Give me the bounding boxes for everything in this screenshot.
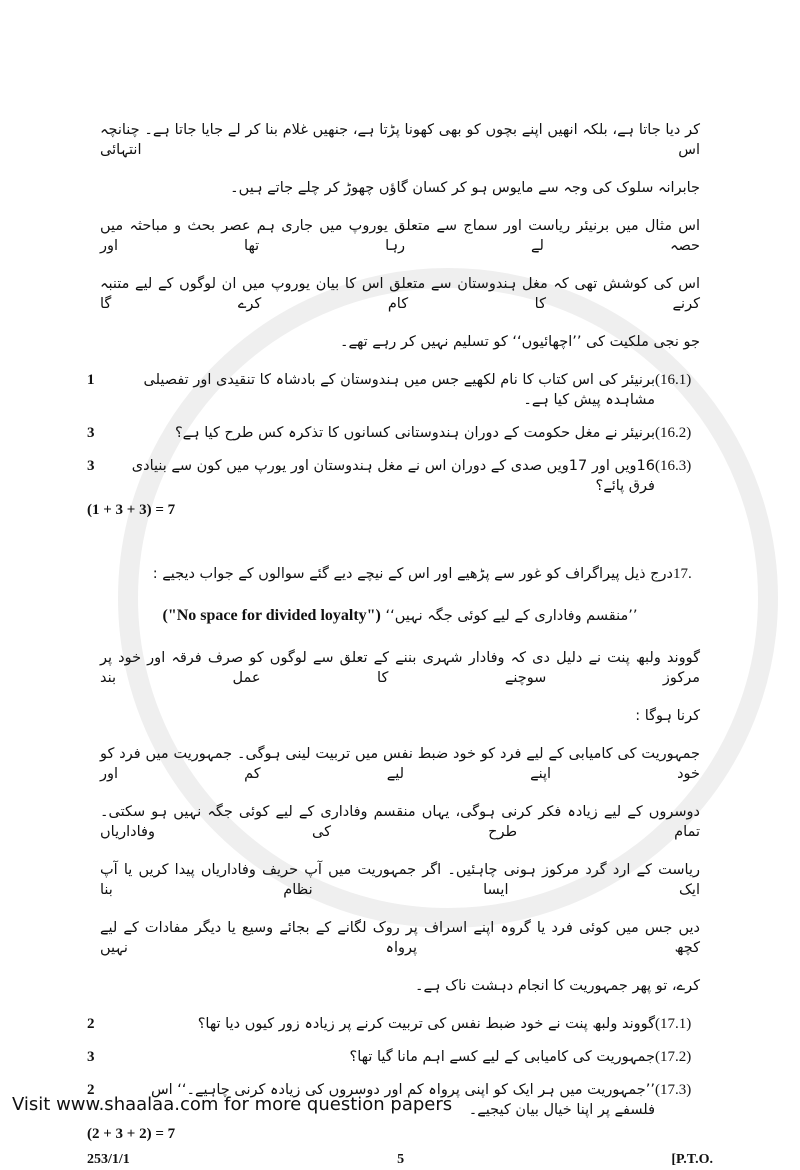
question-number: (17.3) xyxy=(655,1082,692,1098)
question-text: جمہوریت کی کامیابی کے لیے کسے اہم مانا گیا تھا؟ xyxy=(349,1049,655,1065)
question-marks: 3 xyxy=(87,425,95,441)
question-text: گووند ولبھ پنت نے خود ضبط نفس کی تربیت کرنے پر زیادہ زور کیوں دیا تھا؟ xyxy=(197,1016,655,1032)
question-row xyxy=(87,423,713,443)
question-marks: 2 xyxy=(87,1082,95,1098)
passage-title-urdu: ’’منقسم وفاداری کے لیے کوئی جگہ نہیں‘‘ xyxy=(385,608,638,624)
question-17-header xyxy=(87,564,713,584)
question-row xyxy=(87,1047,713,1067)
passage-line: جمہوریت کی کامیابی کے لیے فرد کو خود ضبط نفس میں تربیت لینی ہوگی۔ جمہوریت میں فرد کو خود اپنے لیے کم اور xyxy=(100,746,700,782)
page-footer xyxy=(87,1150,713,1170)
passage-line: کرنا ہوگا : xyxy=(635,708,700,724)
question-text: برنیئر نے مغل حکومت کے دوران ہندوستانی کسانوں کا تذکرہ کس طرح کیا ہے؟ xyxy=(174,425,655,441)
question-number: (17.2) xyxy=(655,1049,692,1065)
marks-total: (2 + 3 + 2) = 7 xyxy=(87,1126,176,1142)
question-marks: 3 xyxy=(87,1049,95,1065)
question-number: (16.3) xyxy=(655,458,692,474)
passage-line: اس مثال میں برنیئر ریاست اور سماج سے متعلق یوروپ میں جاری ہم عصر بحث و مباحثہ میں حصہ لے رہا تھا اور xyxy=(100,218,700,254)
pto-label: [P.T.O. xyxy=(671,1152,713,1167)
passage-line: جابرانہ سلوک کی وجہ سے مایوس ہو کر کسان گاؤں چھوڑ کر چلے جاتے ہیں۔ xyxy=(230,180,700,196)
question-number: (16.1) xyxy=(655,372,692,388)
passage-line: ریاست کے ارد گرد مرکوز ہونی چاہئیں۔ اگر جمہوریت میں آپ حریف وفاداریاں پیدا کریں یا آپ ایک ایسا نظام بنا xyxy=(100,862,700,898)
visit-banner: Visit www.shaalaa.com for more question papers xyxy=(12,1094,453,1115)
question-row xyxy=(87,370,713,410)
page-number: 5 xyxy=(397,1152,405,1167)
exam-page xyxy=(87,120,713,1170)
question-number: (16.2) xyxy=(655,425,692,441)
passage-title-english: ("No space for divided loyalty") xyxy=(162,607,381,624)
passage-line: کر دیا جاتا ہے، بلکہ انھیں اپنے بچوں کو بھی کھونا پڑتا ہے، جنھیں غلام بنا کر لے جایا جاتا ہے۔ چنانچہ اس انتہائی xyxy=(100,122,700,158)
question-number: (17.1) xyxy=(655,1016,692,1032)
question-text: برنیئر کی اس کتاب کا نام لکھیے جس میں ہندوستان کے بادشاہ کا تنقیدی اور تفصیلی مشاہدہ پیش کیا ہے۔ xyxy=(143,372,655,408)
passage-line: کرے، تو پھر جمہوریت کا انجام دہشت ناک ہے۔ xyxy=(415,978,700,994)
question-number: 17. xyxy=(673,566,692,582)
passage-line: دوسروں کے لیے زیادہ فکر کرنی ہوگی، یہاں منقسم وفاداری کے لیے کوئی جگہ نہیں ہو سکتی۔ تمام طرح کی وفاداریاں xyxy=(100,804,700,840)
question-marks: 2 xyxy=(87,1016,95,1032)
marks-total: (1 + 3 + 3) = 7 xyxy=(87,502,176,518)
passage-title xyxy=(87,606,713,626)
question-marks: 1 xyxy=(87,372,95,388)
passage-line: جو نجی ملکیت کی ’’اچھائیوں‘‘ کو تسلیم نہیں کر رہے تھے۔ xyxy=(339,334,700,350)
passage-line: گووند ولبھ پنت نے دلیل دی کہ وفادار شہری بننے کے تعلق سے لوگوں کو صرف فرقہ اور خود پر مرکوز سوچنے کا عمل بند xyxy=(100,650,700,686)
question-row xyxy=(87,1014,713,1034)
question-instruction: درج ذیل پیراگراف کو غور سے پڑھیے اور اس کے نیچے دیے گئے سوالوں کے جواب دیجیے : xyxy=(152,566,673,582)
passage-line: اس کی کوشش تھی کہ مغل ہندوستان سے متعلق اس کا بیان یوروپ میں ان لوگوں کے لیے متنبہ کرنے کا کام کرے گا xyxy=(100,276,700,312)
question-marks: 3 xyxy=(87,458,95,474)
passage-line: دیں جس میں کوئی فرد یا گروہ اپنے اسراف پر روک لگانے کے بجائے وسیع یا دیگر مفادات کے لیے کچھ پرواہ نہیں xyxy=(100,920,700,956)
question-text: 16ویں اور 17ویں صدی کے دوران اس نے مغل ہندوستان اور یورپ میں کون سے بنیادی فرق پائے؟ xyxy=(131,458,655,494)
question-text: ’’جمہوریت میں ہر ایک کو اپنی پرواہ کم اور دوسروں کی زیادہ کرنی چاہیے۔‘‘ اس فلسفے پر اپنا خیال بیان کیجیے۔ xyxy=(150,1082,655,1118)
paper-code: 253/1/1 xyxy=(87,1152,130,1167)
question-row xyxy=(87,456,713,496)
